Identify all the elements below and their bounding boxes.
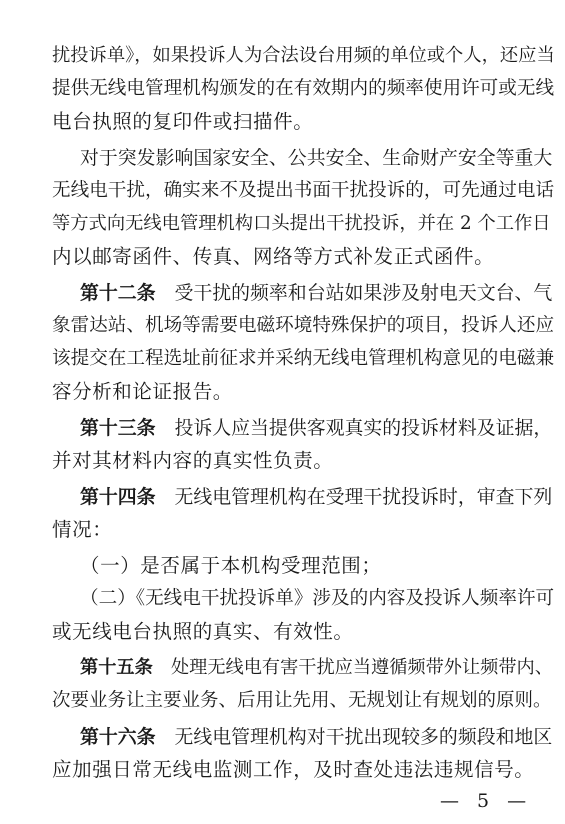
- article-text: 受干扰的频率和台站如果涉及射电天文台、气: [174, 282, 553, 304]
- paragraph-line: 应加强日常无线电监测工作，及时查处违法违规信号。: [52, 758, 535, 781]
- article-text: 无线电管理机构对干扰出现较多的频段和地区: [174, 726, 553, 748]
- article-12-first-line: [80, 281, 552, 305]
- article-16-first-line: [80, 725, 552, 749]
- article-14-title: 第十四条: [80, 486, 156, 508]
- paragraph-line: 提供无线电管理机构颁发的在有效期内的频率使用许可或无线: [52, 78, 555, 99]
- article-13-title: 第十三条: [80, 417, 156, 439]
- article-text: 投诉人应当提供客观真实的投诉材料及证据，: [174, 417, 553, 439]
- paragraph-line: 并对其材料内容的真实性负责。: [52, 449, 334, 472]
- page-number: — 5 —: [440, 790, 533, 812]
- article-12-title: 第十二条: [80, 282, 156, 304]
- list-item: （一）是否属于本机构受理范围；: [80, 554, 382, 577]
- article-13-first-line: [80, 416, 552, 440]
- paragraph-line: 电台执照的复印件或扫描件。: [52, 110, 314, 133]
- article-16-title: 第十六条: [80, 726, 156, 748]
- paragraph-line: 扰投诉单》，如果投诉人为合法设台用频的单位或个人，还应当: [52, 45, 555, 66]
- article-15-first-line: [80, 656, 553, 680]
- paragraph-line: 无线电干扰，确实来不及提出书面干扰投诉的，可先通过电话: [52, 180, 555, 201]
- paragraph-line: 对于突发影响国家安全、公共安全、生命财产安全等重大: [80, 147, 553, 169]
- paragraph-line: 内以邮寄函件、传真、网络等方式补发正式函件。: [52, 245, 495, 268]
- paragraph-line: 该提交在工程选址前征求并采纳无线电管理机构意见的电磁兼: [52, 348, 555, 369]
- paragraph-line: 或无线电台执照的真实、有效性。: [52, 620, 354, 643]
- paragraph-line: 次要业务让主要业务、后用让先用、无规划让有规划的原则。: [52, 690, 552, 711]
- article-text: 处理无线电有害干扰应当遵循频带外让频带内、: [170, 657, 553, 678]
- paragraph-line: 情况：: [52, 518, 113, 541]
- article-15-title: 第十五条: [80, 657, 153, 678]
- article-text: 无线电管理机构在受理干扰投诉时，审查下列: [174, 486, 553, 508]
- paragraph-line: 象雷达站、机场等需要电磁环境特殊保护的项目，投诉人还应: [52, 315, 555, 336]
- list-item: （二）《无线电干扰投诉单》涉及的内容及投诉人频率许可: [80, 588, 555, 609]
- paragraph-line: 等方式向无线电管理机构口头提出干扰投诉，并在 2 个工作日: [52, 213, 551, 234]
- paragraph-line: 容分析和论证报告。: [52, 380, 233, 403]
- article-14-first-line: [80, 485, 552, 509]
